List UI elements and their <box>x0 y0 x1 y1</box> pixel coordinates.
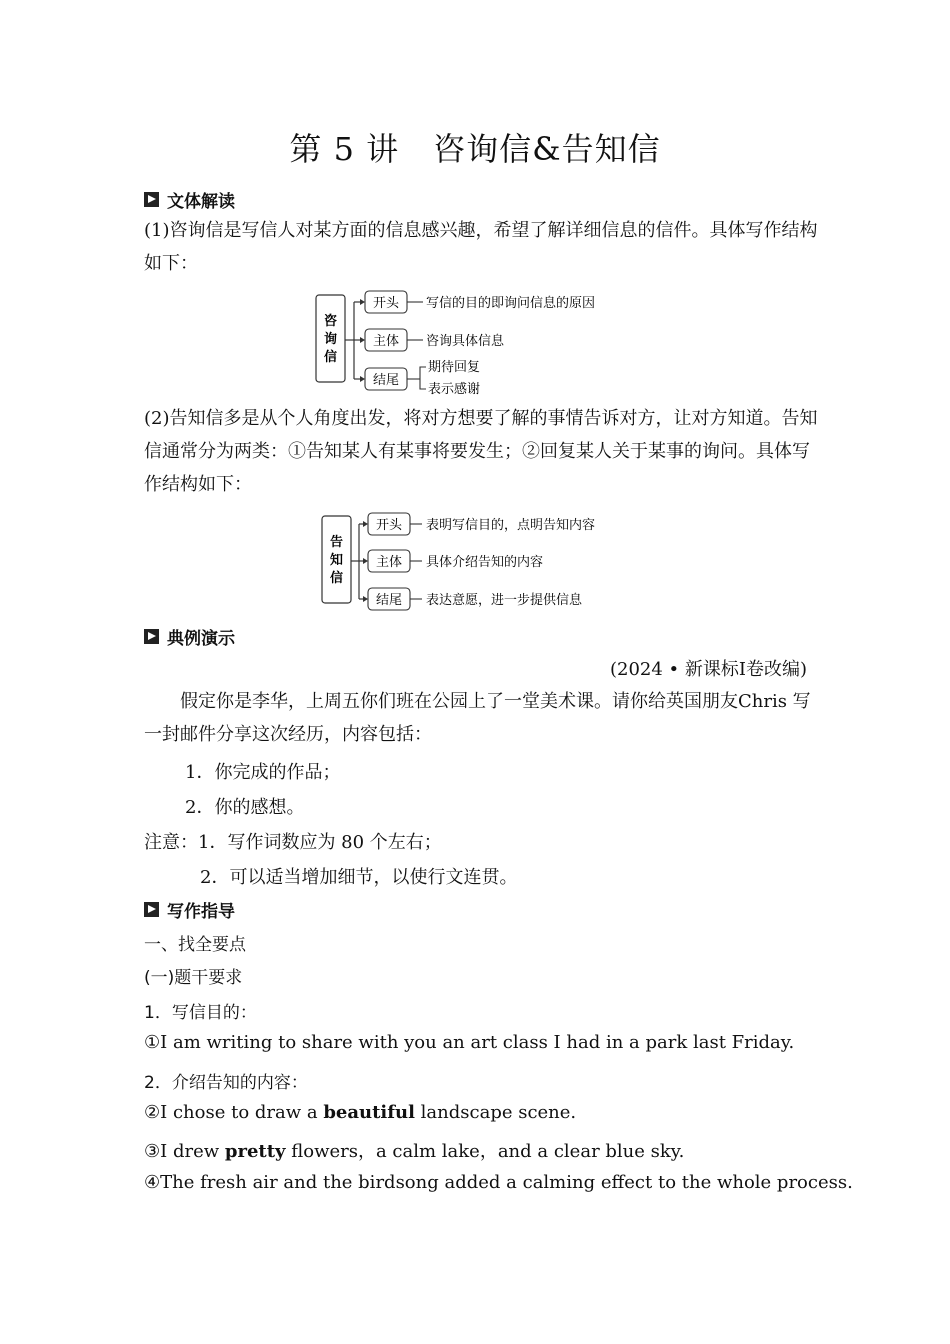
diagram1-desc-ending-2: 表示感谢 <box>428 382 481 397</box>
example-task: 假定你是李华，上周五你们班在公园上了一堂美术课。请你给英国朋友Chris 写一封邮件分享这次经历，内容包括： <box>144 691 811 745</box>
guide-sentence-2: ②I chose to draw a beautiful landscape scene. <box>144 1102 577 1123</box>
diagram2-root-char-2: 知 <box>329 553 344 568</box>
diagram2-desc-ending: 表达意愿，进一步提供信息 <box>426 593 583 608</box>
svg-text:结尾: 结尾 <box>372 373 400 388</box>
diagram2-root-char-3: 信 <box>329 571 344 586</box>
diagram1-root-char-3: 信 <box>323 350 338 365</box>
svg-text:结尾: 结尾 <box>375 593 403 608</box>
section-heading-genre: 文体解读 <box>144 187 235 212</box>
guide-heading-2: (一)题干要求 <box>144 968 243 988</box>
guide-heading-1: 一、找全要点 <box>144 935 246 955</box>
diagram1-root-char-2: 询 <box>323 332 338 347</box>
diagram1-desc-body: 咨询具体信息 <box>426 334 505 349</box>
section-heading-guide: 写作指导 <box>144 897 235 922</box>
page-title <box>0 124 950 170</box>
diagram2-desc-opening: 表明写信目的，点明告知内容 <box>426 518 596 533</box>
title-lecture: 第 5 讲 <box>289 130 400 168</box>
play-triangle-icon <box>144 192 159 207</box>
keyword-pretty: pretty <box>224 1141 286 1162</box>
example-note-1: 注意：1．写作词数应为 80 个左右； <box>144 832 442 853</box>
title-topic: 咨询信&告知信 <box>433 130 661 168</box>
intro-paragraph-1: (1)咨询信是写信人对某方面的信息感兴趣，希望了解详细信息的信件。具体写作结构如下： <box>144 220 818 274</box>
structure-diagram-inquiry <box>310 288 640 400</box>
guide-heading-3: 1．写信目的： <box>144 1003 257 1023</box>
keyword-beautiful: beautiful <box>323 1102 415 1123</box>
example-note-2: 2．可以适当增加细节，以使行文连贯。 <box>200 867 518 888</box>
guide-sentence-4: ④The fresh air and the birdsong added a calming effect to the whole process. <box>144 1172 853 1193</box>
structure-diagram-notice <box>316 508 636 614</box>
guide-sentence-3: ③I drew pretty flowers，a calm lake，and a clear blue sky. <box>144 1141 685 1162</box>
svg-text:主体: 主体 <box>375 555 403 570</box>
section-heading-example: 典例演示 <box>144 624 235 649</box>
svg-text:主体: 主体 <box>372 334 400 349</box>
play-triangle-icon <box>144 902 159 917</box>
diagram1-desc-ending-1: 期待回复 <box>428 360 481 375</box>
example-item-1: 1．你完成的作品； <box>185 762 341 783</box>
diagram1-root-char-1: 咨 <box>323 314 338 329</box>
guide-sentence-1: ①I am writing to share with you an art class I had in a park last Friday. <box>144 1032 795 1053</box>
play-triangle-icon <box>144 629 159 644</box>
diagram1-desc-opening: 写信的目的即询问信息的原因 <box>426 296 596 311</box>
diagram2-root-char-1: 告 <box>329 535 344 550</box>
example-item-2: 2．你的感想。 <box>185 797 305 818</box>
guide-heading-4: 2．介绍告知的内容： <box>144 1073 308 1093</box>
intro-paragraph-2: (2)告知信多是从个人角度出发，将对方想要了解的事情告诉对方，让对方知道。告知信通常分为两类：①告知某人有某事将要发生；②回复某人关于某事的询问。具体写作结构如下： <box>144 408 818 495</box>
diagram2-desc-body: 具体介绍告知的内容 <box>426 555 544 570</box>
example-source: (2024 • 新课标Ⅰ卷改编) <box>609 659 807 680</box>
svg-text:开头: 开头 <box>372 296 400 311</box>
svg-text:开头: 开头 <box>375 518 403 533</box>
